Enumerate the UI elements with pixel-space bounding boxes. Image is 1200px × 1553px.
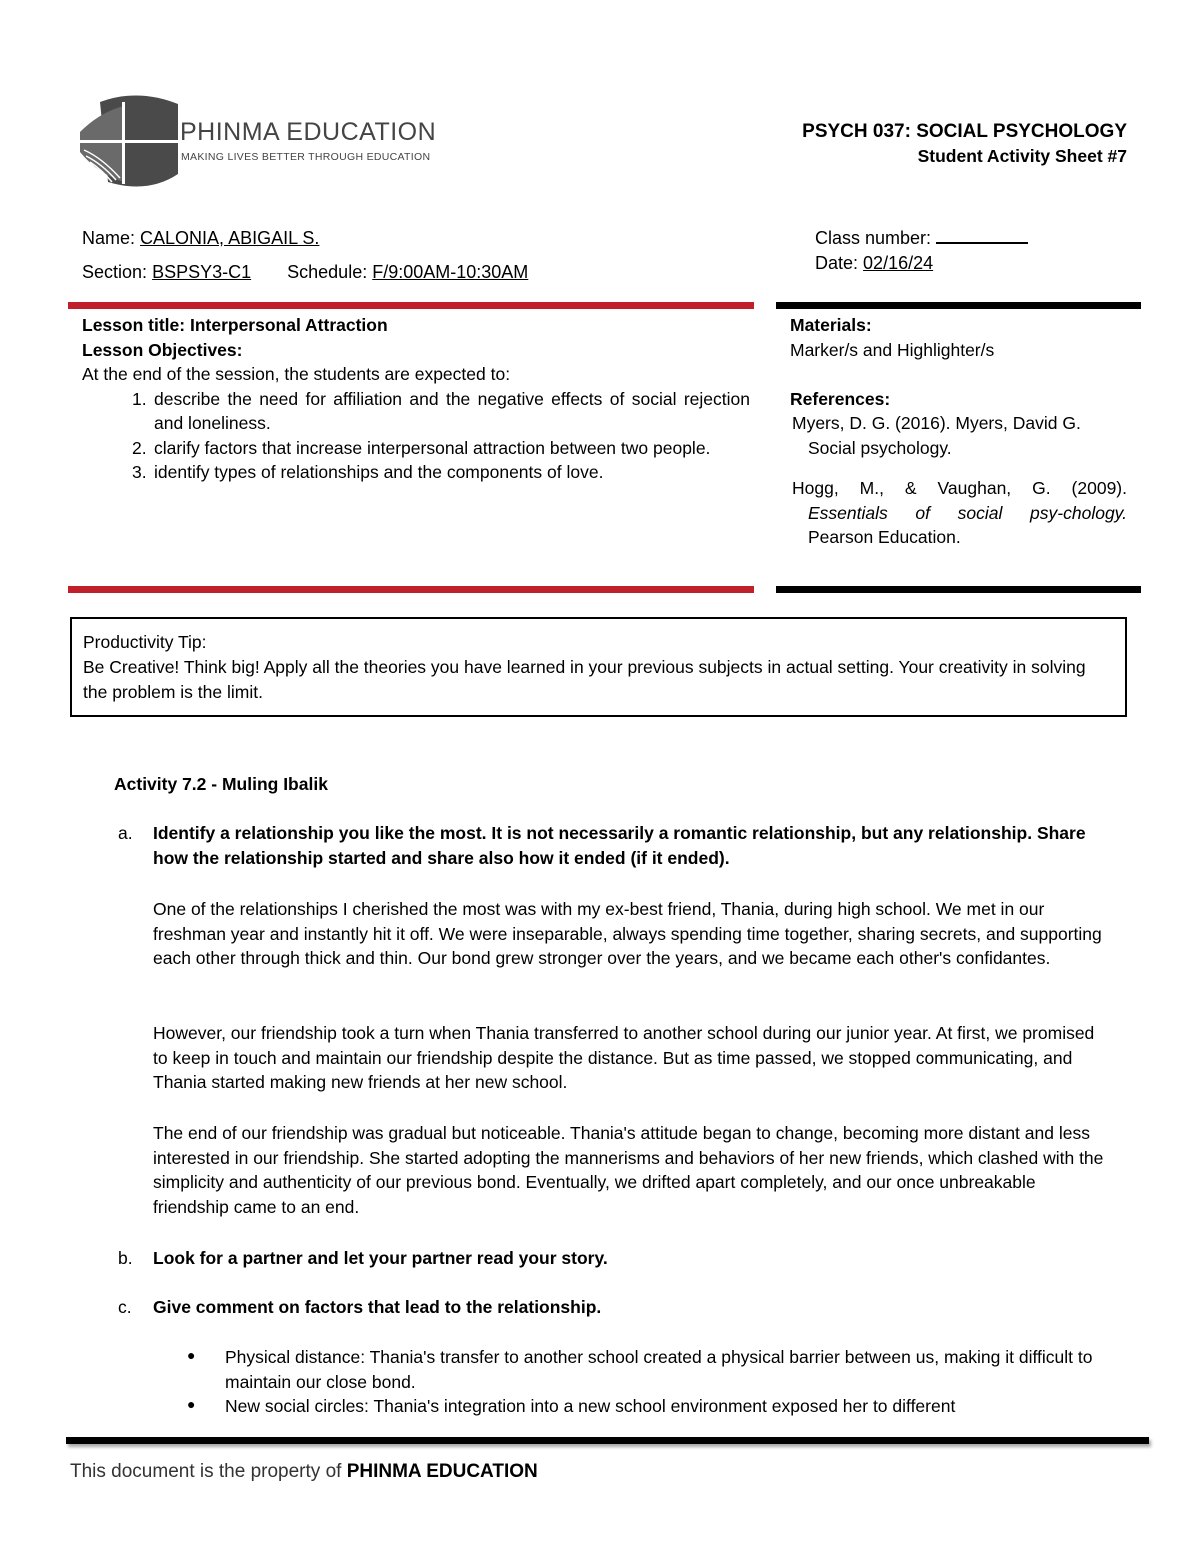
- divider-black-bottom: [776, 586, 1141, 593]
- logo-tagline: MAKING LIVES BETTER THROUGH EDUCATION: [181, 151, 431, 163]
- reference-1: Myers, D. G. (2016). Myers, David G. Social psychology.: [792, 413, 1081, 458]
- schedule-label: Schedule:: [287, 262, 368, 282]
- divider-red-bottom: [68, 586, 754, 593]
- lesson-title-value: Interpersonal Attraction: [189, 315, 388, 335]
- date-row: [815, 253, 933, 274]
- item-c-marker: c.: [118, 1297, 132, 1317]
- objective-item: 1. describe the need for affiliation and the negative effects of social rejection and loneliness.: [132, 388, 750, 433]
- bullet-icon: ●: [187, 1347, 196, 1363]
- bullet-item: New social circles: Thania's integration into a new school environment exposed her to different: [225, 1396, 956, 1416]
- schedule-value: F/9:00AM-10:30AM: [372, 262, 529, 282]
- class-number-blank: [936, 228, 1028, 244]
- footer-prefix: This document is the property of: [70, 1461, 342, 1482]
- objectives-list: [82, 387, 752, 485]
- date-label: Date:: [815, 253, 859, 273]
- objectives-label: Lesson Objectives:: [82, 339, 243, 360]
- materials-value: Marker/s and Highlighter/s: [790, 339, 995, 360]
- lesson-title-label: Lesson title:: [82, 315, 186, 335]
- tip-heading: Productivity Tip:: [83, 632, 207, 652]
- name-value: CALONIA, ABIGAIL S.: [140, 228, 320, 248]
- answer-paragraph-2: However, our friendship took a turn when Thania transferred to another school during our junior year. At first, we promised to keep in touch and maintain our friendship despite the distance. But as time passed, we stopped communicating, and Thania started making new friends at her new school.: [153, 1023, 1095, 1092]
- name-row: [82, 228, 319, 249]
- section-label: Section:: [82, 262, 148, 282]
- phinma-logo: [78, 92, 437, 192]
- references-label: References:: [790, 388, 891, 409]
- course-title: PSYCH 037: SOCIAL PSYCHOLOGY: [802, 121, 1127, 142]
- objective-item: 3. identify types of relationships and the components of love.: [132, 462, 604, 482]
- materials-label: Materials:: [790, 315, 872, 335]
- phinma-emblem-icon: [78, 92, 190, 192]
- name-label: Name:: [82, 228, 136, 248]
- divider-black-top: [776, 302, 1141, 309]
- footer-divider: [66, 1437, 1149, 1444]
- tip-body: Be Creative! Think big! Apply all the theories you have learned in your previous subjects in actual setting. Your creativity in solving the problem is the limit.: [83, 657, 1086, 702]
- logo-name: PHINMA EDUCATION: [180, 118, 437, 146]
- item-a-marker: a.: [118, 823, 133, 843]
- objectives-intro: At the end of the session, the students are expected to:: [82, 364, 511, 384]
- footer-owner: PHINMA EDUCATION: [346, 1461, 538, 1482]
- footer-text: [70, 1461, 538, 1483]
- activity-title: Activity 7.2 - Muling Ibalik: [114, 774, 328, 794]
- bullet-item: Physical distance: Thania's transfer to another school created a physical barrier between us, making it difficult to maintain our close bond.: [225, 1347, 1093, 1392]
- sheet-title: Student Activity Sheet #7: [917, 146, 1127, 166]
- productivity-tip-box: [70, 617, 1127, 717]
- item-c-prompt: Give comment on factors that lead to the relationship.: [153, 1297, 602, 1317]
- item-b-marker: b.: [118, 1248, 133, 1268]
- lesson-block: [82, 313, 752, 485]
- item-a-prompt: Identify a relationship you like the most. It is not necessarily a romantic relationship, but any relationship. Share how the relationship started and share also how it ended (if it ended).: [153, 823, 1086, 868]
- answer-paragraph-1: One of the relationships I cherished the most was with my ex-best friend, Thania, during high school. We met in our freshman year and instantly hit it off. We were inseparable, always spending time together, sharing secrets, and supporting each other through thick and thin. Our bond grew stronger over the years, and we became each other's confidantes.: [153, 899, 1102, 968]
- reference-2: Hogg, M., & Vaughan, G. (2009). Essentials of social psy-chology. Pearson Education.: [792, 478, 1127, 547]
- item-b-prompt: Look for a partner and let your partner read your story.: [153, 1248, 608, 1268]
- bullet-icon: ●: [187, 1396, 196, 1412]
- section-row: [82, 262, 528, 283]
- objective-item: 2. clarify factors that increase interpersonal attraction between two people.: [132, 437, 711, 458]
- class-number-label: Class number:: [815, 228, 932, 248]
- date-value: 02/16/24: [863, 253, 934, 273]
- class-number-row: [815, 228, 1028, 249]
- answer-paragraph-3: The end of our friendship was gradual but noticeable. Thania's attitude began to change, becoming more distant and less interested in our friendship. She started adopting the mannerisms and behaviors of her new friends, which clashed with the simplicity and authenticity of our previous bond. Eventually, we drifted apart completely, and our once unbreakable friendship came to an end.: [153, 1123, 1104, 1217]
- divider-red-top: [68, 302, 754, 309]
- materials-block: [790, 313, 1127, 550]
- section-value: BSPSY3-C1: [152, 262, 252, 282]
